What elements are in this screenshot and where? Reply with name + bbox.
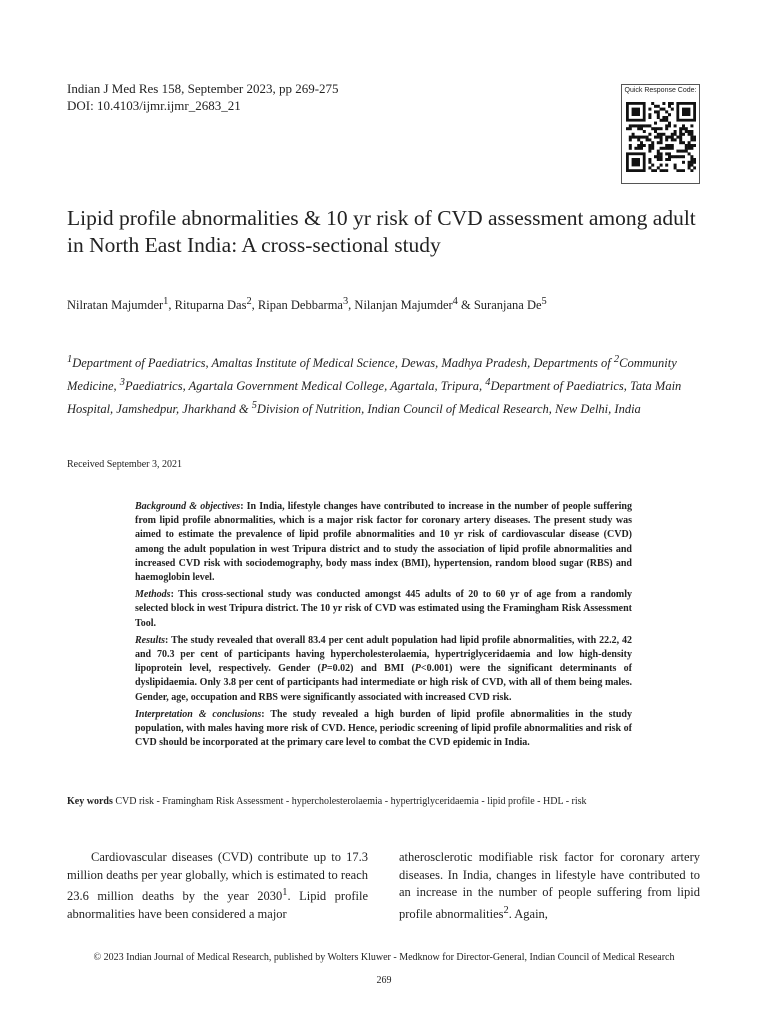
author-list	[67, 296, 547, 313]
affil-text: Department of Paediatrics, Tata Main Hospital, Jamshedpur, Jharkhand &	[67, 379, 682, 417]
keywords-text: CVD risk - Framingham Risk Assessment - hypercholesterolaemia - hypertriglyceridaemia - lipid profile - HDL - risk	[112, 796, 587, 807]
keywords-label: Key words	[67, 796, 113, 807]
affiliations	[67, 350, 707, 419]
keywords	[67, 796, 587, 807]
body-text: . Again,	[508, 906, 548, 921]
author-sep: ,	[168, 298, 175, 313]
body-column-left	[67, 849, 368, 923]
author-sup: 5	[541, 296, 547, 307]
author-name: Rituparna Das	[174, 298, 247, 313]
methods-label: Methods	[135, 589, 171, 601]
abstract-results	[135, 634, 632, 705]
affil-text: Department of Paediatrics, Amaltas Institute of Medical Science, Dewas, Madhya Pradesh, Departments of	[72, 356, 614, 371]
author-sep: ,	[348, 298, 355, 313]
journal-header	[67, 80, 339, 114]
doi[interactable]: DOI: 10.4103/ijmr.ijmr_2683_21	[67, 98, 241, 113]
qr-code-icon	[626, 102, 696, 172]
article-title: Lipid profile abnormalities & 10 yr risk of CVD assessment among adult in North East India: A cross-sectional study	[67, 206, 696, 257]
qr-label: Quick Response Code:	[624, 87, 697, 94]
affil-text: Division of Nutrition, Indian Council of Medical Research, New Delhi, India	[256, 402, 641, 417]
author-name: Ripan Debbarma	[257, 298, 343, 313]
affil-sup: 2	[613, 354, 620, 365]
affil-sup: 3	[119, 377, 125, 389]
body-column-right	[399, 849, 700, 923]
affil-text: Paediatrics, Agartala Government Medical College, Agartala, Tripura,	[124, 379, 486, 394]
journal-citation: Indian J Med Res 158, September 2023, pp 269-275	[67, 81, 339, 96]
affil-sup: 4	[485, 377, 491, 389]
abstract-background	[135, 500, 632, 585]
methods-text: : This cross-sectional study was conducted amongst 445 adults of 20 to 60 yr of age from a randomly selected block in west Tripura district. The 10 yr risk of CVD was estimated using the Framingham Risk Assessment Tool.	[135, 589, 632, 629]
author-sup: 2	[246, 296, 252, 307]
author-sep: &	[457, 298, 474, 313]
background-text: : In India, lifestyle changes have contributed to increase in the number of people suffering from lipid profile abnormalities, which is a major risk factor for coronary artery diseases. The present study was aimed to estimate the prevalence of lipid profile abnormalities and 10 yr risk of cardiovascular disease (CVD) among the adult population in west Tripura district and to study the association of lipid profile abnormalities and increased CVD risk with sociodemography, body mass index (BMI), hypertension, random blood sugar (RBS) and haemoglobin level.	[135, 501, 632, 584]
abstract-methods	[135, 588, 632, 631]
abstract	[135, 500, 632, 753]
results-text: : The study revealed that overall 83.4 per cent adult population had lipid profile abnormalities, with 22.2, 42 and 70.3 per cent of participants having hypercholesterolaemia, hypertriglyceridaemia and low high-density lipoprotein level, respectively. Gender (	[135, 634, 632, 675]
author-sep: ,	[251, 298, 258, 313]
received-date: Received September 3, 2021	[67, 459, 182, 470]
body-text: Cardiovascular diseases (CVD) contribute up to 17.3 million deaths per year globally, which is estimated to reach 23.6 million deaths by the year 2030	[67, 850, 368, 904]
abstract-conclusions	[135, 708, 632, 751]
citation-ref[interactable]: 2	[503, 904, 509, 916]
p-value-symbol: P	[320, 663, 327, 675]
author-sup: 1	[163, 296, 169, 307]
author-name: Nilanjan Majumder	[354, 298, 453, 313]
results-text: <0.001) were the significant determinants of dyslipidaemia. Only 3.8 per cent of participants had intermediate or high risk of CVD, with all of them being males. Gender, age, occupation and RBS were significantly associated with increased CVD risk.	[135, 663, 632, 703]
p-value-symbol: P	[414, 663, 421, 675]
results-text: =0.02) and BMI (	[326, 663, 415, 675]
conclusions-label: Interpretation & conclusions	[135, 708, 262, 720]
author-sup: 4	[452, 296, 458, 307]
background-label: Background & objectives	[135, 501, 241, 512]
body-text: . Lipid profile abnormalities have been considered a major	[67, 889, 368, 921]
affil-sup: 1	[67, 354, 73, 365]
author-name: Suranjana De	[473, 298, 542, 313]
qr-code-box	[621, 84, 700, 184]
conclusions-text: : The study revealed a high burden of lipid profile abnormalities in the study population, with males having more risk of CVD. Hence, periodic screening of lipid profile abnormalities and risk of CVD should be incorporated at the primary care level to combat the CVD epidemic in India.	[135, 708, 632, 749]
body-text: atherosclerotic modifiable risk factor for coronary artery diseases. In India, changes in lifestyle have contributed to an increase in the number of people suffering from lipid profile abnormalities	[399, 850, 700, 921]
affil-text: Community Medicine,	[67, 356, 677, 394]
citation-ref[interactable]: 1	[282, 887, 288, 898]
page-number: 269	[376, 975, 392, 986]
results-label: Results	[135, 634, 166, 646]
author-name: Nilratan Majumder	[67, 298, 164, 313]
copyright-footer: © 2023 Indian Journal of Medical Research, published by Wolters Kluwer - Medknow for Director-General, Indian Council of Medical Research	[93, 952, 675, 963]
affil-sup: 5	[251, 400, 257, 412]
author-sup: 3	[342, 296, 349, 307]
